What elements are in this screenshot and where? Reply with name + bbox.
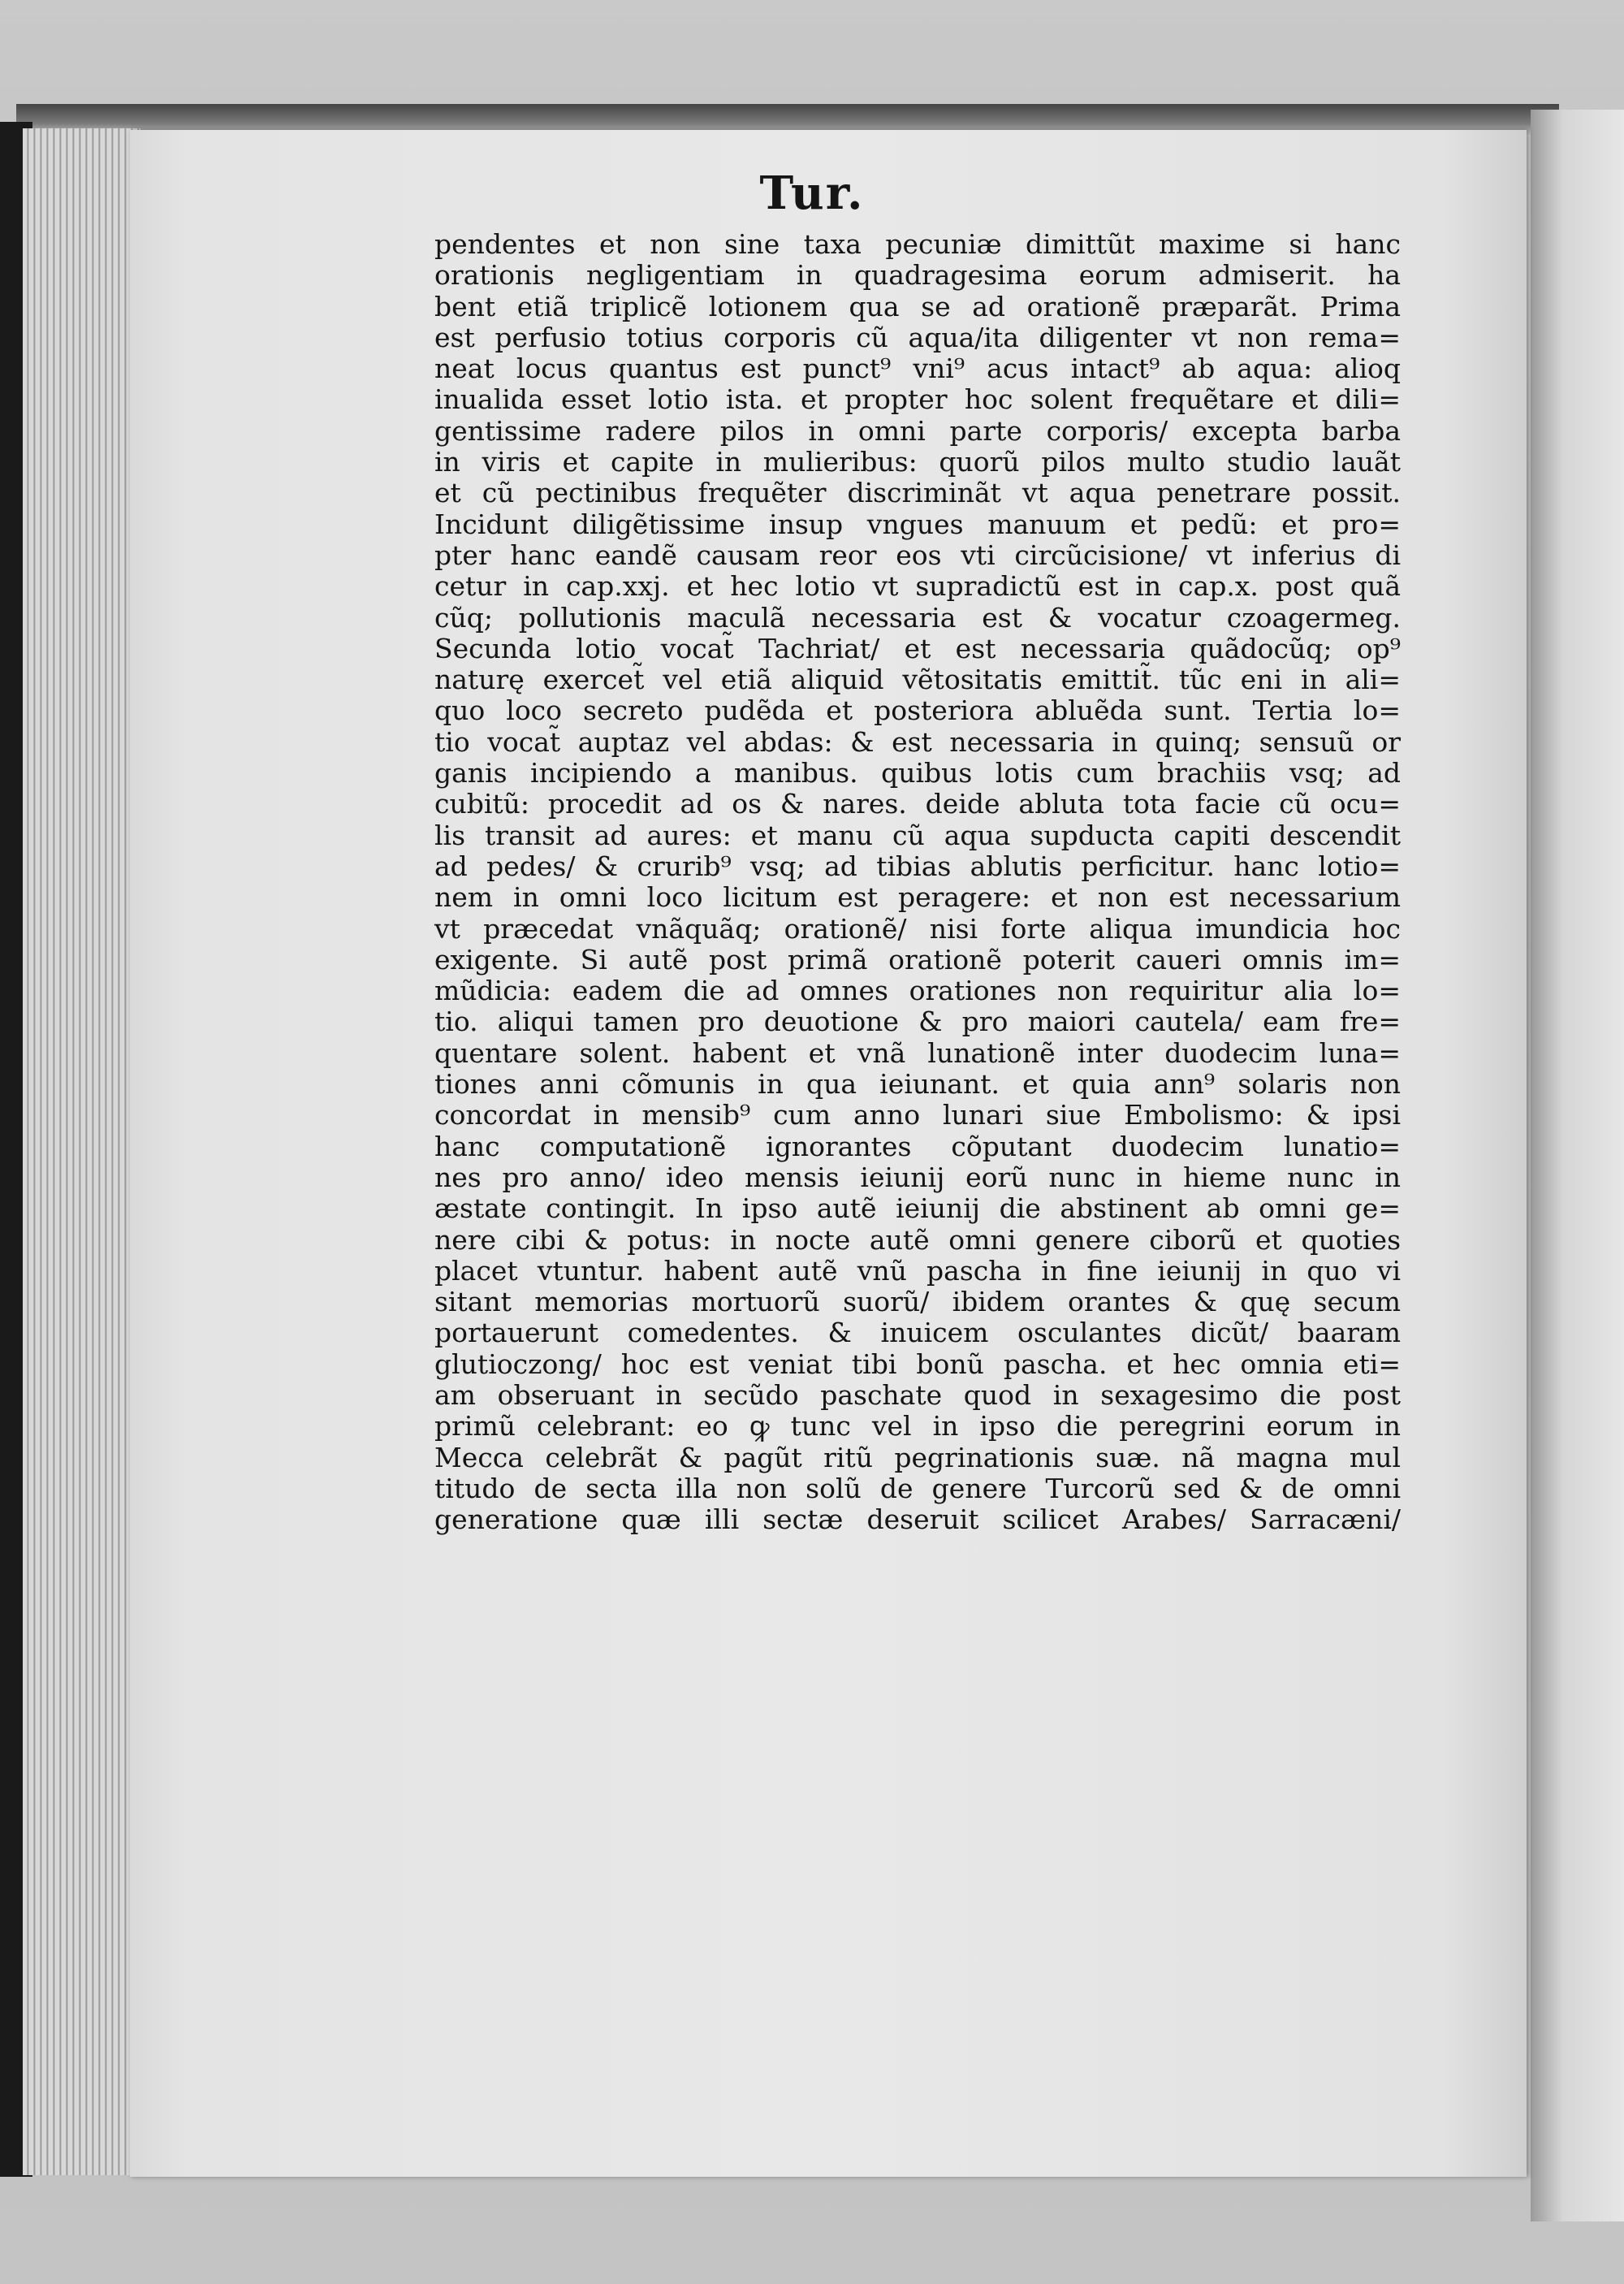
text-line: naturę exercet̃ vel etiã aliquid vẽtositatis emittit̃. tũc eni in ali= bbox=[434, 664, 1401, 696]
text-line: nere cibi & potus: in nocte autẽ omni genere ciborũ et quoties bbox=[434, 1223, 1401, 1256]
text-line: am obseruant in secũdo paschate quod in sexagesimo die post bbox=[434, 1378, 1401, 1411]
text-line: nem in omni loco licitum est peragere: et non est necessarium bbox=[434, 881, 1401, 914]
text-line: concordat in mensib⁹ cum anno lunari siue Embolismo: & ipsi bbox=[434, 1099, 1401, 1131]
text-line: tio. aliqui tamen pro deuotione & pro maiori cautela/ eam fre= bbox=[434, 1006, 1401, 1038]
text-line: portauerunt comedentes. & inuicem osculantes dicũt/ baaram bbox=[434, 1317, 1401, 1349]
text-line: tiones anni cõmunis in qua ieiunant. et quia ann⁹ solaris non bbox=[434, 1068, 1401, 1101]
text-line: tio vocat̃ auptaz vel abdas: & est necessaria in quinq; sensuũ or bbox=[434, 725, 1401, 758]
text-line: inualida esset lotio ista. et propter hoc solent frequẽtare et dili= bbox=[434, 383, 1401, 416]
text-line: sitant memorias mortuorũ suorũ/ ibidem orantes & quę secum bbox=[434, 1286, 1401, 1318]
text-line: ad pedes/ & crurib⁹ vsq; ad tibias ablutis perficitur. hanc lotio= bbox=[434, 850, 1401, 882]
text-line: generatione quæ illi sectæ deseruit scilicet Arabes/ Sarracæni/ bbox=[434, 1503, 1401, 1536]
running-head: Tur. bbox=[759, 167, 865, 220]
text-line: placet vtuntur. habent autẽ vnũ pascha in fine ieiunij in quo vi bbox=[434, 1254, 1401, 1287]
text-line: lis transit ad aures: et manu cũ aqua supducta capiti descendit bbox=[434, 819, 1401, 851]
text-line: glutioczong/ hoc est veniat tibi bonũ pascha. et hec omnia eti= bbox=[434, 1347, 1401, 1380]
text-line: neat locus quantus est punct⁹ vni⁹ acus intact⁹ ab aqua: alioq bbox=[434, 353, 1401, 385]
text-line: exigente. Si autẽ post primã orationẽ poterit caueri omnis im= bbox=[434, 943, 1401, 975]
text-line: quo loco secreto pudẽda et posteriora abluẽda sunt. Tertia lo= bbox=[434, 694, 1401, 727]
text-line: et cũ pectinibus frequẽter discriminãt vt aqua penetrare possit. bbox=[434, 477, 1401, 509]
text-line: nes pro anno/ ideo mensis ieiunij eorũ nunc in hieme nunc in bbox=[434, 1161, 1401, 1193]
text-line: orationis negligentiam in quadragesima eorum admiserit. ha bbox=[434, 259, 1401, 292]
text-line: cubitũ: procedit ad os & nares. deide abluta tota facie cũ ocu= bbox=[434, 788, 1401, 820]
text-line: quentare solent. habent et vnã lunationẽ inter duodecim luna= bbox=[434, 1036, 1401, 1069]
text-line: bent etiã triplicẽ lotionem qua se ad orationẽ præparãt. Prima bbox=[434, 290, 1401, 322]
facing-page-edge bbox=[1531, 110, 1624, 2221]
text-line: ganis incipiendo a manibus. quibus lotis cum brachiis vsq; ad bbox=[434, 757, 1401, 789]
text-line: Secunda lotio vocat̃ Tachriat/ et est necessaria quãdocũq; op⁹ bbox=[434, 632, 1401, 664]
text-line: primũ celebrant: eo ꝙ tunc vel in ipso die peregrini eorum in bbox=[434, 1410, 1401, 1443]
text-line: pter hanc eandẽ causam reor eos vti circũcisione/ vt inferius di bbox=[434, 539, 1401, 571]
text-line: in viris et capite in mulieribus: quorũ pilos multo studio lauãt bbox=[434, 446, 1401, 478]
text-line: titudo de secta illa non solũ de genere Turcorũ sed & de omni bbox=[434, 1472, 1401, 1504]
text-line: hanc computationẽ ignorantes cõputant duodecim lunatio= bbox=[434, 1130, 1401, 1162]
text-block bbox=[434, 229, 1401, 1535]
text-line: mũdicia: eadem die ad omnes orationes non requiritur alia lo= bbox=[434, 975, 1401, 1007]
text-line: æstate contingit. In ipso autẽ ieiunij die abstinent ab omni ge= bbox=[434, 1192, 1401, 1225]
text-line: est perfusio totius corporis cũ aqua/ita diligenter vt non rema= bbox=[434, 321, 1401, 353]
text-line: gentissime radere pilos in omni parte corporis/ excepta barba bbox=[434, 414, 1401, 447]
text-line: vt præcedat vnãquãq; orationẽ/ nisi forte aliqua imundicia hoc bbox=[434, 912, 1401, 945]
text-line: pendentes et non sine taxa pecuniæ dimittũt maxime si hanc bbox=[434, 228, 1401, 260]
text-line: cũq; pollutionis maculã necessaria est & vocatur czoagermeg. bbox=[434, 601, 1401, 634]
text-line: cetur in cap.xxj. et hec lotio vt supradictũ est in cap.x. post quã bbox=[434, 570, 1401, 603]
text-line: Mecca celebrãt & pagũt ritũ pegrinationis suæ. nã magna mul bbox=[434, 1441, 1401, 1473]
page-edges-stack bbox=[23, 128, 140, 2175]
text-line: Incidunt diligẽtissime insup vngues manuum et pedũ: et pro= bbox=[434, 508, 1401, 540]
